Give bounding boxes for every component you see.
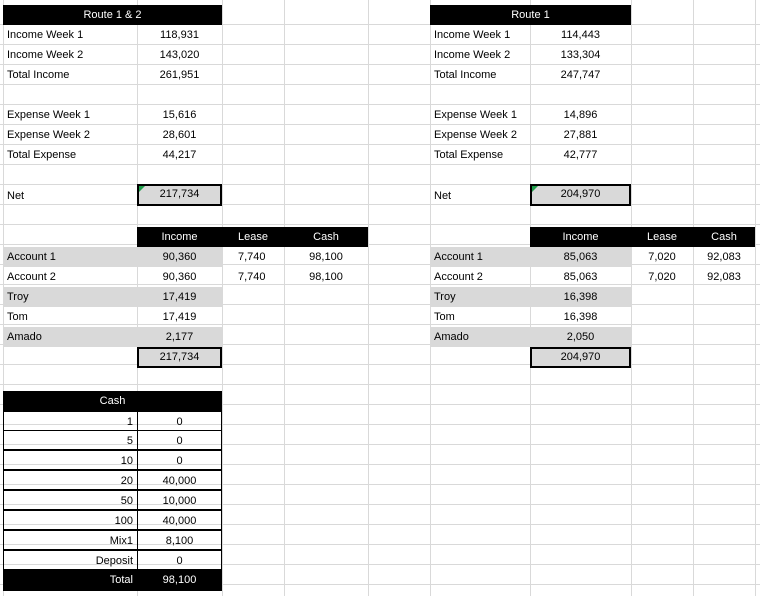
grid-line: [693, 0, 694, 596]
route12-row-troy-name[interactable]: Troy: [7, 291, 29, 303]
route1-split-header-lease: Lease: [631, 227, 693, 247]
grid-line: [631, 0, 632, 596]
route12-net-text: 217,734: [159, 188, 200, 200]
route12-total-income-label[interactable]: Total Income: [7, 69, 70, 81]
route1-row-account2-cash[interactable]: 92,083: [707, 271, 741, 283]
route1-expense-week1-label[interactable]: Expense Week 1: [434, 109, 517, 121]
comment-indicator-icon: [532, 186, 538, 192]
route12-row-account2-cash[interactable]: 98,100: [309, 271, 343, 283]
route12-income-week1-label[interactable]: Income Week 1: [7, 29, 84, 41]
route12-net-label[interactable]: Net: [7, 190, 25, 202]
cash-amount-mix1[interactable]: 8,100: [137, 530, 222, 550]
route12-split-header-lease: Lease: [222, 227, 284, 247]
route1-row-account2-name[interactable]: Account 2: [434, 271, 483, 283]
route12-title: Route 1 & 2: [3, 5, 222, 25]
route12-expense-week2-value[interactable]: 28,601: [162, 129, 197, 141]
route1-total-expense-label[interactable]: Total Expense: [434, 149, 504, 161]
cash-table-title: Cash: [3, 391, 222, 411]
route12-income-week1-value[interactable]: 118,931: [160, 29, 199, 41]
route1-row-account1-lease[interactable]: 7,020: [648, 251, 676, 263]
cash-amount-1[interactable]: 0: [137, 411, 222, 431]
route12-row-troy-income[interactable]: 17,419: [162, 291, 197, 303]
grid-line: [755, 0, 756, 596]
route12-income-week2-label[interactable]: Income Week 2: [7, 49, 84, 61]
route12-total-expense-label[interactable]: Total Expense: [7, 149, 77, 161]
route1-income-week2-value[interactable]: 133,304: [560, 49, 601, 61]
route12-expense-week2-label[interactable]: Expense Week 2: [7, 129, 90, 141]
route1-title: Route 1: [430, 5, 631, 25]
route1-row-account2-income[interactable]: 85,063: [563, 271, 598, 283]
grid-line: [0, 184, 760, 185]
route12-total-expense-value[interactable]: 44,217: [162, 149, 197, 161]
route12-split-header-income: Income: [137, 227, 222, 247]
route12-total-income-value[interactable]: 261,951: [159, 69, 200, 81]
route12-row-account1-income[interactable]: 90,360: [162, 251, 197, 263]
cash-total-label[interactable]: Total: [3, 570, 137, 590]
route1-expense-week2-label[interactable]: Expense Week 2: [434, 129, 517, 141]
cash-amount-20[interactable]: 40,000: [137, 470, 222, 490]
route1-row-amado-name[interactable]: Amado: [434, 331, 469, 343]
route12-row-tom-income[interactable]: 17,419: [162, 311, 197, 323]
route12-expense-week1-value[interactable]: 15,616: [162, 109, 197, 121]
route1-row-amado-income[interactable]: 2,050: [566, 331, 595, 343]
route1-row-account1-cash[interactable]: 92,083: [707, 251, 741, 263]
route1-net-label[interactable]: Net: [434, 190, 452, 202]
route1-expense-week2-value[interactable]: 27,881: [563, 129, 598, 141]
route1-total-income-label[interactable]: Total Income: [434, 69, 497, 81]
route1-total-income-value[interactable]: 247,747: [560, 69, 601, 81]
route1-split-header-income: Income: [530, 227, 631, 247]
route12-row-account1-name[interactable]: Account 1: [7, 251, 56, 263]
route1-net-text: 204,970: [560, 188, 601, 200]
route12-row-account2-income[interactable]: 90,360: [162, 271, 197, 283]
cash-denom-1[interactable]: 1: [3, 411, 138, 431]
route1-total-expense-value[interactable]: 42,777: [563, 149, 598, 161]
cash-denom-5[interactable]: 5: [3, 430, 138, 450]
route1-income-week1-label[interactable]: Income Week 1: [434, 29, 511, 41]
grid-line: [0, 384, 760, 385]
route1-net-value[interactable]: [530, 184, 631, 206]
cash-amount-100[interactable]: 40,000: [137, 510, 222, 530]
route1-expense-week1-value[interactable]: 14,896: [563, 109, 598, 121]
route12-row-account1-lease[interactable]: 7,740: [238, 251, 266, 263]
cash-amount-50[interactable]: 10,000: [137, 490, 222, 510]
grid-line: [0, 364, 760, 365]
route1-row-troy-name[interactable]: Troy: [434, 291, 456, 303]
route12-net-value[interactable]: [137, 184, 222, 206]
grid-line: [222, 0, 223, 596]
cash-total-value[interactable]: 98,100: [137, 570, 222, 590]
grid-line: [368, 0, 369, 596]
route12-row-amado-name[interactable]: Amado: [7, 331, 42, 343]
route12-split-header-cash: Cash: [284, 227, 368, 247]
cash-denom-100[interactable]: 100: [3, 510, 138, 530]
route1-split-total[interactable]: 204,970: [530, 347, 631, 368]
cash-denom-deposit[interactable]: Deposit: [3, 550, 138, 570]
route12-split-total[interactable]: 217,734: [137, 347, 222, 368]
route12-row-amado-income[interactable]: 2,177: [165, 331, 194, 343]
route1-row-tom-name[interactable]: Tom: [434, 311, 455, 323]
route1-row-account2-lease[interactable]: 7,020: [648, 271, 676, 283]
route1-row-account1-income[interactable]: 85,063: [563, 251, 598, 263]
cash-amount-10[interactable]: 0: [137, 450, 222, 470]
grid-line: [284, 0, 285, 596]
cash-denom-10[interactable]: 10: [3, 450, 138, 470]
route12-row-tom-name[interactable]: Tom: [7, 311, 28, 323]
route1-split-header-cash: Cash: [693, 227, 755, 247]
route12-row-account2-lease[interactable]: 7,740: [238, 271, 266, 283]
route12-expense-week1-label[interactable]: Expense Week 1: [7, 109, 90, 121]
comment-indicator-icon: [139, 186, 145, 192]
route1-income-week2-label[interactable]: Income Week 2: [434, 49, 511, 61]
cash-amount-5[interactable]: 0: [137, 430, 222, 450]
route1-row-tom-income[interactable]: 16,398: [563, 311, 598, 323]
cash-denom-mix1[interactable]: Mix1: [3, 530, 138, 550]
route1-row-troy-income[interactable]: 16,398: [563, 291, 598, 303]
cash-amount-deposit[interactable]: 0: [137, 550, 222, 570]
cash-denom-20[interactable]: 20: [3, 470, 138, 490]
grid-line: [0, 224, 760, 225]
route1-income-week1-value[interactable]: 114,443: [561, 29, 600, 41]
route1-row-account1-name[interactable]: Account 1: [434, 251, 483, 263]
route12-income-week2-value[interactable]: 143,020: [159, 49, 200, 61]
route12-row-account1-cash[interactable]: 98,100: [309, 251, 343, 263]
route12-row-account2-name[interactable]: Account 2: [7, 271, 56, 283]
cash-denom-50[interactable]: 50: [3, 490, 138, 510]
